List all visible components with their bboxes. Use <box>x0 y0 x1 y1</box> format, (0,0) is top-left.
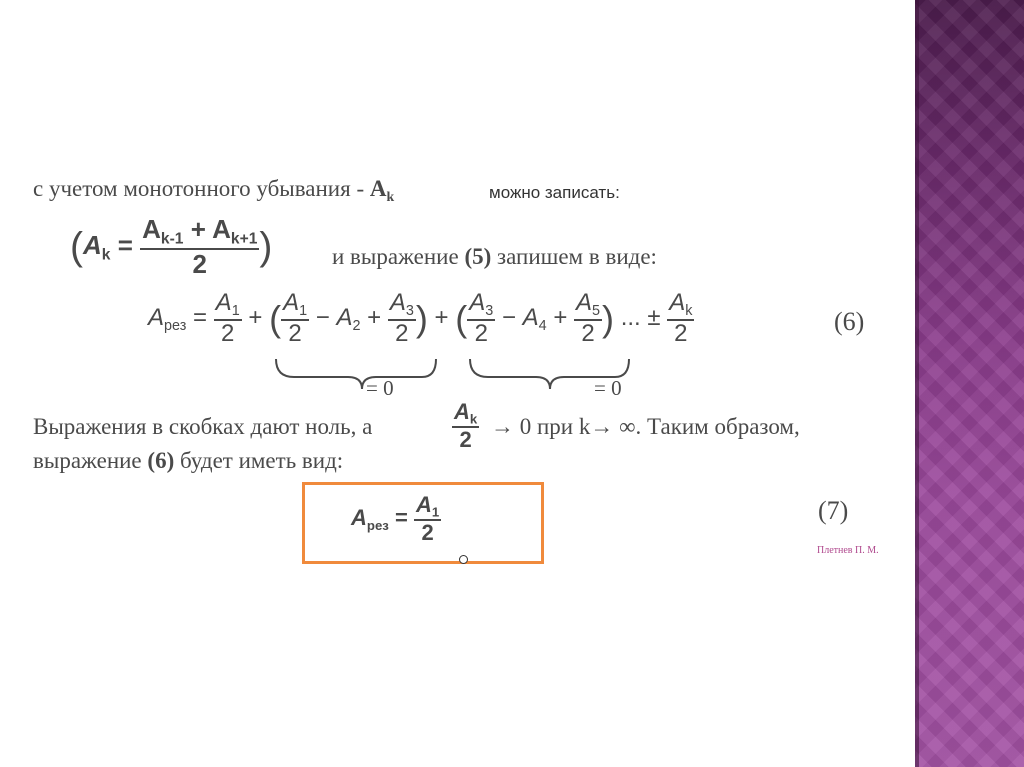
line1-text: с учетом монотонного убывания - <box>33 176 365 201</box>
selection-handle-icon[interactable] <box>459 555 468 564</box>
author-credit: Плетнев П. М. <box>817 545 879 556</box>
line3-fraction: $\frac{A_k}{2}$ <box>454 399 478 453</box>
line1-tail: можно записать: <box>489 183 620 202</box>
underbraces <box>270 355 650 405</box>
equation-number-6: (6) <box>834 307 865 336</box>
line3-tail: → 0 при k→ ∞. Таким образом, <box>491 414 800 439</box>
formula-ak: ($A_k$ = $\frac{A_{k-1} + A_{k+1}}{2}$ ) <box>70 214 273 279</box>
text-line-2: и выражение (5) запишем в виде: <box>332 244 657 269</box>
brace-1-label: = 0 <box>366 376 394 400</box>
decorative-side-edge <box>915 0 919 767</box>
equation-number-7: (7) <box>818 496 849 525</box>
decorative-side-pattern <box>915 0 1024 767</box>
brace-2-label: = 0 <box>594 376 622 400</box>
formula-7: $A_{рез}$ = $\frac{A_1}{2}$ <box>351 492 440 546</box>
formula-6: $A_{рез}$ = $\frac{A_1}{2}$ + ( $\frac{A_1}{2}$ − $A_2$ + $\frac{A_3}{2}$ ) + ( $\frac{A_3}{2}$ − $A_4$ + $\frac{A_5}{2}$ ) ... ± $\frac{A_k}{2}$ <box>148 289 693 348</box>
underbrace-1 <box>276 359 436 389</box>
text-line-3: Выражения в скобках дают ноль, а <box>33 414 373 439</box>
text-line-4: выражение (6) будет иметь вид: <box>33 448 344 473</box>
text-line-1 <box>33 176 394 205</box>
line1-ak: $A_k$ <box>369 176 395 204</box>
